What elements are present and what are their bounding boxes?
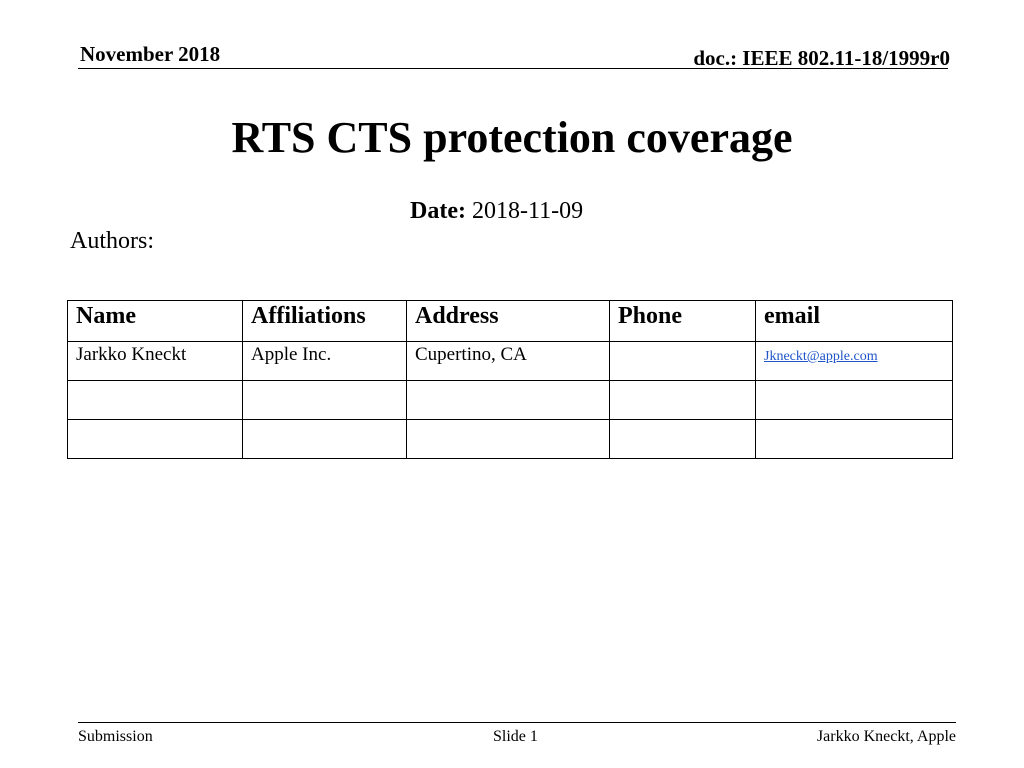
cell-phone <box>610 381 756 420</box>
footer-submission: Submission <box>78 728 153 745</box>
header-doc-id: doc.: IEEE 802.11-18/1999r0 <box>693 46 950 70</box>
footer-divider <box>78 722 956 723</box>
table-row <box>68 420 953 459</box>
cell-affiliation <box>243 381 407 420</box>
cell-address <box>407 420 610 459</box>
header-address: Address <box>407 301 610 342</box>
header-name: Name <box>68 301 243 342</box>
table-row <box>68 342 953 381</box>
cell-name: Jarkko Kneckt <box>68 342 243 381</box>
cell-email <box>756 381 953 420</box>
cell-address <box>407 381 610 420</box>
header-date: November 2018 <box>80 42 221 66</box>
header-affiliations: Affiliations <box>243 301 407 342</box>
header-divider <box>78 68 948 69</box>
cell-name <box>68 420 243 459</box>
cell-address: Cupertino, CA <box>407 342 610 381</box>
email-link[interactable]: Jkneckt@apple.com <box>764 349 878 364</box>
date-label: Date: <box>410 198 466 224</box>
cell-phone <box>610 342 756 381</box>
authors-label: Authors: <box>70 228 154 254</box>
header-email: email <box>756 301 953 342</box>
header-phone: Phone <box>610 301 756 342</box>
date-value: 2018-11-09 <box>471 198 584 224</box>
footer-slide-number: Slide 1 <box>493 728 538 745</box>
cell-affiliation <box>243 420 407 459</box>
cell-email <box>756 420 953 459</box>
date-line <box>410 198 583 225</box>
table-header-row <box>68 301 953 342</box>
cell-name <box>68 381 243 420</box>
authors-table <box>67 300 953 459</box>
slide-title: RTS CTS protection coverage <box>231 113 793 162</box>
cell-phone <box>610 420 756 459</box>
footer-author: Jarkko Kneckt, Apple <box>816 728 956 745</box>
cell-email <box>756 342 953 381</box>
cell-affiliation: Apple Inc. <box>243 342 407 381</box>
table-row <box>68 381 953 420</box>
